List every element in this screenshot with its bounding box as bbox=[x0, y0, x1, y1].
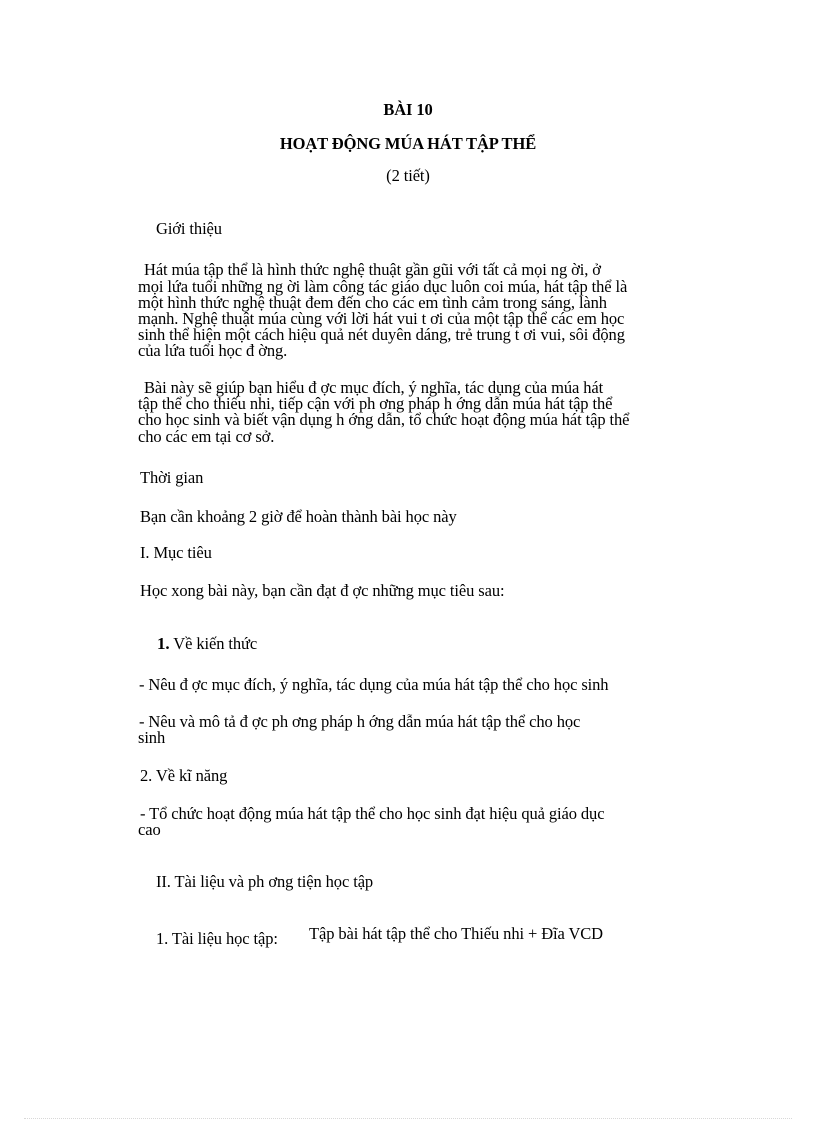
objectives-intro: Học xong bài này, bạn cần đạt đ ợc những mục tiêu sau: bbox=[140, 581, 505, 600]
materials-heading: II. Tài liệu và ph ơng tiện học tập bbox=[156, 872, 374, 891]
paragraph-line: cho học sinh và biết vận dụng h ớng dẫn, tổ chức hoạt động múa hát tập thể bbox=[138, 410, 630, 429]
skills-item-1-line-2: cao bbox=[138, 820, 161, 839]
paragraph-line: của lứa tuổi học đ ờng. bbox=[138, 341, 288, 360]
lesson-title: HOẠT ĐỘNG MÚA HÁT TẬP THỂ bbox=[279, 134, 537, 153]
knowledge-item-1: - Nêu đ ợc mục đích, ý nghĩa, tác dụng của múa hát tập thể cho học sinh bbox=[139, 675, 609, 694]
paragraph-line: cho các em tại cơ sở. bbox=[138, 427, 275, 446]
intro-heading: Giới thiệu bbox=[156, 219, 222, 238]
paragraph-line: một hình thức nghệ thuật đem đến cho các em tình cảm trong sáng, lành bbox=[138, 293, 607, 312]
knowledge-number: 1. bbox=[157, 634, 170, 653]
time-heading: Thời gian bbox=[140, 468, 204, 487]
paragraph-line: sinh thể hiện một cách hiệu quả nét duyên dáng, trẻ trung t ơi vui, sôi động bbox=[138, 325, 625, 344]
knowledge-item-2-line-1: - Nêu và mô tả đ ợc ph ơng pháp h ớng dẫn múa hát tập thể cho học bbox=[139, 712, 581, 731]
page-bottom-border bbox=[24, 1118, 792, 1119]
knowledge-item-2-line-2: sinh bbox=[138, 728, 166, 747]
lesson-number: BÀI 10 bbox=[383, 100, 433, 119]
paragraph-line: mọi lứa tuổi những ng ời làm công tác giáo dục luôn coi múa, hát tập thể là bbox=[138, 277, 628, 296]
lesson-duration: (2 tiết) bbox=[386, 166, 430, 185]
skills-item-1-line-1: - Tổ chức hoạt động múa hát tập thể cho học sinh đạt hiệu quả giáo dục bbox=[140, 804, 605, 823]
skills-heading: 2. Về kĩ năng bbox=[140, 766, 228, 785]
knowledge-label: Về kiến thức bbox=[173, 634, 258, 653]
objectives-heading: I. Mục tiêu bbox=[140, 543, 212, 562]
materials-item-1-value: Tập bài hát tập thể cho Thiếu nhi + Đĩa VCD bbox=[309, 924, 603, 943]
paragraph-line: Hát múa tập thể là hình thức nghệ thuật gần gũi với tất cả mọi ng ời, ở bbox=[144, 260, 601, 279]
paragraph-line: Bài này sẽ giúp bạn hiểu đ ợc mục đích, ý nghĩa, tác dụng của múa hát bbox=[144, 378, 604, 397]
paragraph-line: tập thể cho thiếu nhi, tiếp cận với ph ơng pháp h ớng dẫn múa hát tập thể bbox=[138, 394, 613, 413]
materials-item-1-label: 1. Tài liệu học tập: bbox=[156, 929, 278, 948]
paragraph-line: mạnh. Nghệ thuật múa cùng với lời hát vui t ơi của một tập thể các em học bbox=[138, 309, 625, 328]
knowledge-heading bbox=[157, 636, 257, 652]
time-text: Bạn cần khoảng 2 giờ để hoàn thành bài học này bbox=[140, 507, 457, 526]
